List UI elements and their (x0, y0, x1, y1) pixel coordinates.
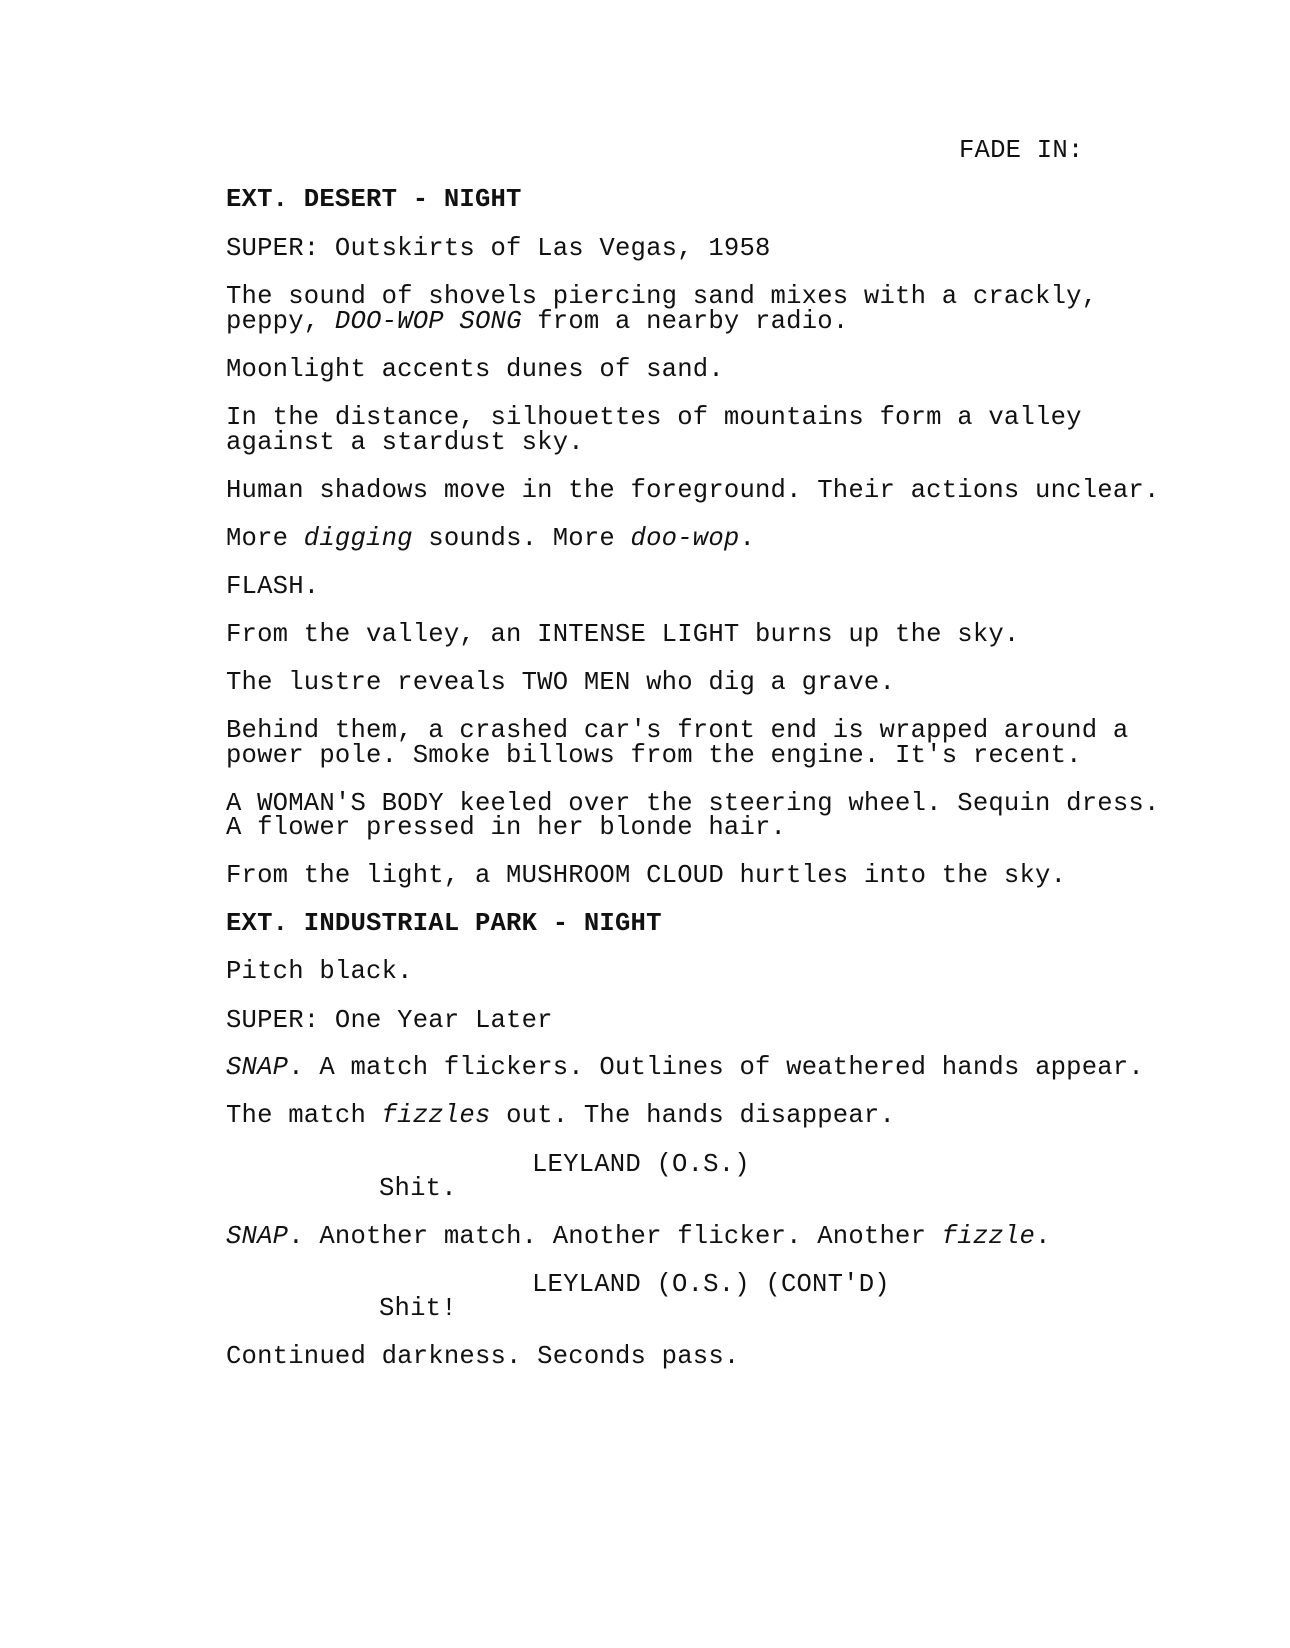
dialogue-leyland-2: Shit! (379, 1294, 457, 1323)
action-shadows: Human shadows move in the foreground. Their actions unclear. (226, 476, 1160, 505)
action-text: from a nearby radio. (521, 307, 849, 336)
action-snap-another (226, 1224, 1051, 1250)
character-cue-leyland-contd: LEYLAND (O.S.) (CONT'D) (532, 1270, 890, 1299)
action-text: . (739, 524, 756, 553)
action-continued-darkness: Continued darkness. Seconds pass. (226, 1342, 740, 1371)
action-pitch-black: Pitch black. (226, 957, 413, 986)
action-shovels-line1: The sound of shovels piercing sand mixes with a crackly, (226, 282, 1098, 311)
action-emphasis: fizzle (941, 1222, 1036, 1251)
action-valley-light: From the valley, an INTENSE LIGHT burns up the sky. (226, 620, 1020, 649)
action-distance-line2: against a stardust sky. (226, 428, 584, 457)
action-text: . Another match. Another flicker. Another (288, 1222, 942, 1251)
action-flash: FLASH. (226, 572, 320, 601)
action-moonlight: Moonlight accents dunes of sand. (226, 355, 724, 384)
action-woman-line1: A WOMAN'S BODY keeled over the steering wheel. Sequin dress. (226, 789, 1160, 818)
action-text: . A match flickers. Outlines of weathered hands appear. (288, 1053, 1144, 1082)
action-emphasis: SNAP (226, 1222, 289, 1251)
action-lustre: The lustre reveals TWO MEN who dig a grave. (226, 668, 896, 697)
action-distance-line1: In the distance, silhouettes of mountains form a valley (226, 403, 1082, 432)
action-emphasis: digging (303, 524, 413, 553)
action-car-line2: power pole. Smoke billows from the engine. It's recent. (226, 741, 1082, 770)
action-text: sounds. More (412, 524, 631, 553)
action-woman-line2: A flower pressed in her blonde hair. (226, 813, 787, 842)
action-match-fizzles (226, 1103, 895, 1129)
scene-heading-industrial-park: EXT. INDUSTRIAL PARK - NIGHT (226, 909, 662, 938)
action-text: More (226, 524, 304, 553)
dialogue-leyland-1: Shit. (379, 1174, 457, 1203)
action-text: The match (226, 1101, 382, 1130)
super-title-time: SUPER: One Year Later (226, 1006, 553, 1035)
action-emphasis: DOO-WOP SONG (334, 307, 522, 336)
action-snap-match (226, 1055, 1144, 1081)
character-cue-leyland: LEYLAND (O.S.) (532, 1150, 750, 1179)
scene-heading-desert: EXT. DESERT - NIGHT (226, 185, 522, 214)
action-emphasis: SNAP (226, 1053, 289, 1082)
action-text: . (1035, 1222, 1051, 1251)
action-car-line1: Behind them, a crashed car's front end is wrapped around a (226, 716, 1129, 745)
super-title-location: SUPER: Outskirts of Las Vegas, 1958 (226, 234, 771, 263)
action-emphasis: doo-wop (630, 524, 740, 553)
action-text: peppy, (226, 307, 335, 336)
action-emphasis: fizzles (381, 1101, 491, 1130)
action-text: out. The hands disappear. (490, 1101, 896, 1130)
transition-fade-in: FADE IN: (959, 136, 1084, 165)
action-shovels-line2 (226, 309, 848, 335)
action-mushroom-cloud: From the light, a MUSHROOM CLOUD hurtles into the sky. (226, 861, 1067, 890)
action-digging (226, 526, 755, 552)
